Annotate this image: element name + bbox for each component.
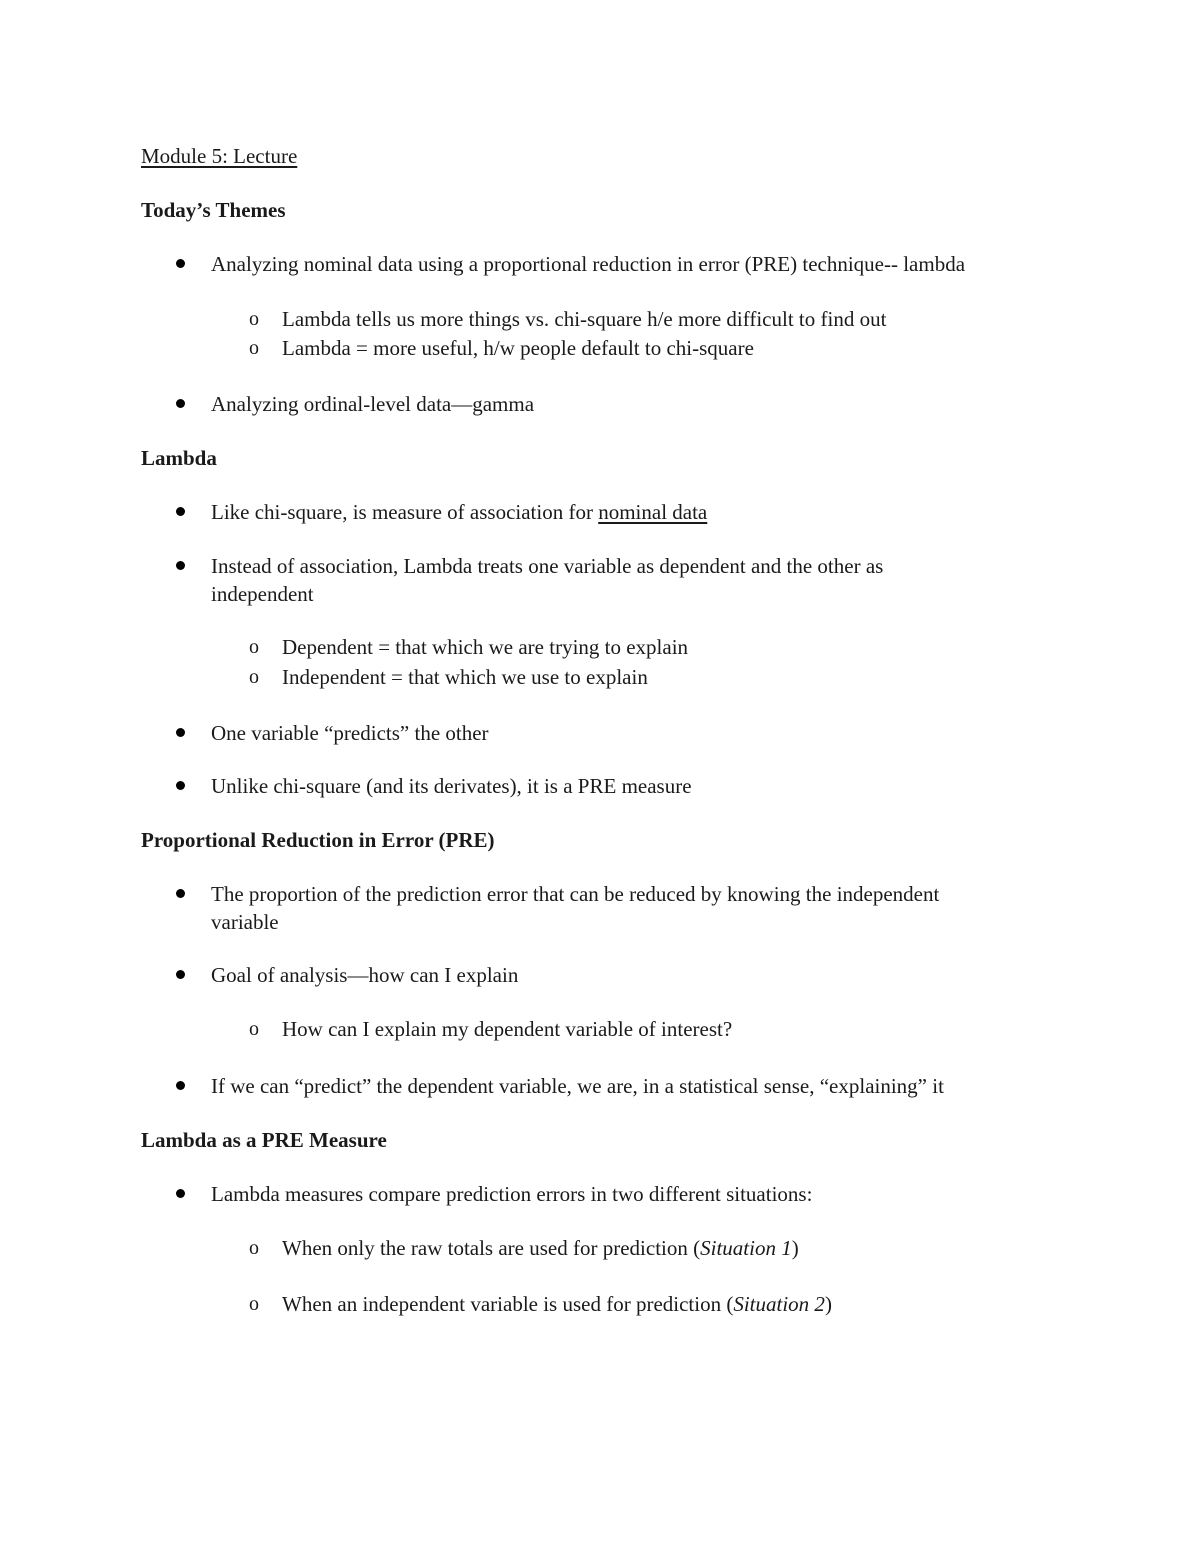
list-item: Lambda measures compare prediction errors in two different situations: <box>211 1182 813 1206</box>
section-heading-pre: Proportional Reduction in Error (PRE) <box>141 828 495 852</box>
list-item: Goal of analysis—how can I explain <box>211 963 519 987</box>
sub-bullet-icon: o <box>249 636 259 658</box>
sub-list-item-text: When an independent variable is used for prediction ( <box>282 1292 734 1316</box>
list-item-text: Like chi-square, is measure of association for <box>211 500 599 524</box>
section-heading-themes: Today’s Themes <box>141 198 286 222</box>
bullet-icon <box>176 1081 185 1090</box>
bullet-icon <box>176 728 185 737</box>
page-title: Module 5: Lecture <box>141 144 298 168</box>
list-item-continuation: variable <box>211 910 279 934</box>
sub-bullet-icon: o <box>249 1018 259 1040</box>
bullet-icon <box>176 1189 185 1198</box>
sub-list-item-text: When only the raw totals are used for prediction ( <box>282 1236 701 1260</box>
sub-bullet-icon: o <box>249 1293 259 1315</box>
bullet-icon <box>176 259 185 268</box>
sub-list-item: How can I explain my dependent variable of interest? <box>282 1017 733 1041</box>
sub-list-item: Lambda = more useful, h/w people default to chi-square <box>282 336 754 360</box>
bullet-icon <box>176 399 185 408</box>
bullet-icon <box>176 889 185 898</box>
sub-list-item-text: ) <box>791 1236 799 1260</box>
sub-list-item <box>282 1290 832 1318</box>
sub-bullet-icon: o <box>249 1237 259 1259</box>
bullet-icon <box>176 781 185 790</box>
sub-bullet-icon: o <box>249 308 259 330</box>
list-item: Instead of association, Lambda treats one variable as dependent and the other as <box>211 554 884 578</box>
sub-list-item: Independent = that which we use to explain <box>282 665 648 689</box>
list-item: One variable “predicts” the other <box>211 721 489 745</box>
list-item: Analyzing nominal data using a proportional reduction in error (PRE) technique-- lambda <box>211 252 966 276</box>
list-item-continuation: independent <box>211 582 314 606</box>
list-item: Unlike chi-square (and its derivates), it is a PRE measure <box>211 774 692 798</box>
list-item: The proportion of the prediction error that can be reduced by knowing the independent <box>211 882 940 906</box>
section-heading-lambda-pre: Lambda as a PRE Measure <box>141 1128 387 1152</box>
situation-label: Situation 1 <box>700 1236 792 1260</box>
sub-bullet-icon: o <box>249 666 259 688</box>
bullet-icon <box>176 970 185 979</box>
situation-label: Situation 2 <box>733 1292 825 1316</box>
sub-list-item: Dependent = that which we are trying to explain <box>282 635 689 659</box>
list-item <box>211 498 707 526</box>
list-item: If we can “predict” the dependent variable, we are, in a statistical sense, “explaining” it <box>211 1074 944 1098</box>
bullet-icon <box>176 507 185 516</box>
sub-bullet-icon: o <box>249 337 259 359</box>
sub-list-item: Lambda tells us more things vs. chi-square h/e more difficult to find out <box>282 307 887 331</box>
bullet-icon <box>176 561 185 570</box>
list-item: Analyzing ordinal-level data—gamma <box>211 392 535 416</box>
underlined-term: nominal data <box>598 500 708 524</box>
sub-list-item-text: ) <box>824 1292 832 1316</box>
section-heading-lambda: Lambda <box>141 446 217 470</box>
sub-list-item <box>282 1234 799 1262</box>
